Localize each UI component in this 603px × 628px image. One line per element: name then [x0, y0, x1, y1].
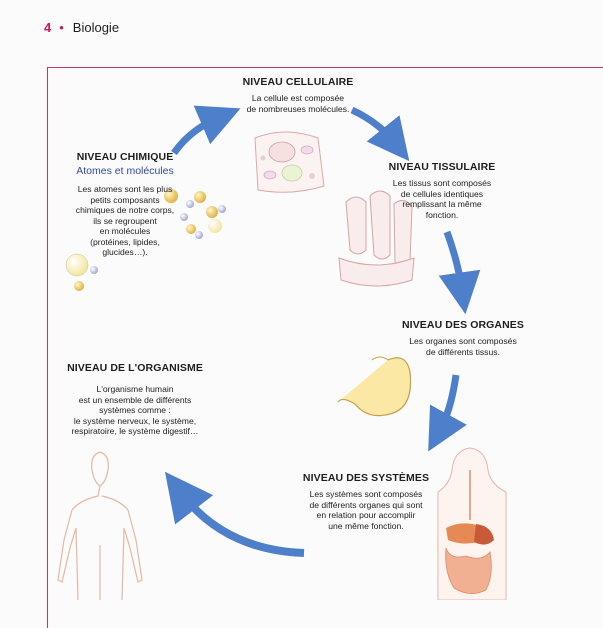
page-number: 4 — [44, 20, 52, 35]
digestive-system-illustration — [438, 448, 506, 600]
level-organes — [396, 319, 530, 357]
level-organes-desc: Les organes sont composés de différents tissus. — [409, 336, 517, 357]
level-systemes-desc: Les systèmes sont composés de différents organes qui sont en relation pour accomplir une même fonction. — [309, 489, 423, 531]
human-body-outline — [58, 452, 142, 600]
level-organisme-desc: L'organisme humain est un ensemble de différents systèmes comme : le système nerveux, le système, respiratoire, le système digestif… — [71, 384, 199, 436]
stomach-illustration — [338, 357, 411, 416]
level-systemes-title: NIVEAU DES SYSTÈMES — [302, 472, 430, 484]
level-systemes — [296, 472, 436, 531]
arrow-tissulaire-organes — [447, 232, 462, 290]
level-tissulaire-title: NIVEAU TISSULAIRE — [388, 161, 496, 173]
level-chimique-desc: Les atomes sont les plus petits composants chimiques de notre corps, ils se regroupent en molécules (protéines, lipides, glucides…). — [75, 184, 175, 257]
section-title: Biologie — [72, 20, 120, 35]
arrow-chimique-cellulaire — [174, 118, 218, 153]
level-organisme-title: NIVEAU DE L'ORGANISME — [67, 362, 203, 374]
level-organisme — [55, 362, 215, 437]
level-organes-title: NIVEAU DES ORGANES — [402, 319, 524, 331]
level-chimique-subtitle: Atomes et molécules — [76, 165, 174, 177]
level-cellulaire-desc: La cellule est composée de nombreuses molécules. — [246, 93, 350, 114]
arrow-organes-systemes — [440, 375, 456, 430]
level-chimique — [60, 151, 190, 258]
header-separator: • — [59, 20, 64, 35]
level-tissulaire-desc: Les tissus sont composés de cellules identiques remplissant la même fonction. — [392, 178, 492, 220]
level-cellulaire — [228, 76, 368, 114]
level-tissulaire — [380, 161, 504, 220]
level-cellulaire-title: NIVEAU CELLULAIRE — [242, 76, 354, 88]
arrow-systemes-organisme — [182, 494, 304, 553]
cell-illustration — [255, 132, 324, 192]
arrow-cellulaire-tissulaire — [352, 110, 394, 142]
level-chimique-title: NIVEAU CHIMIQUE — [76, 151, 174, 163]
